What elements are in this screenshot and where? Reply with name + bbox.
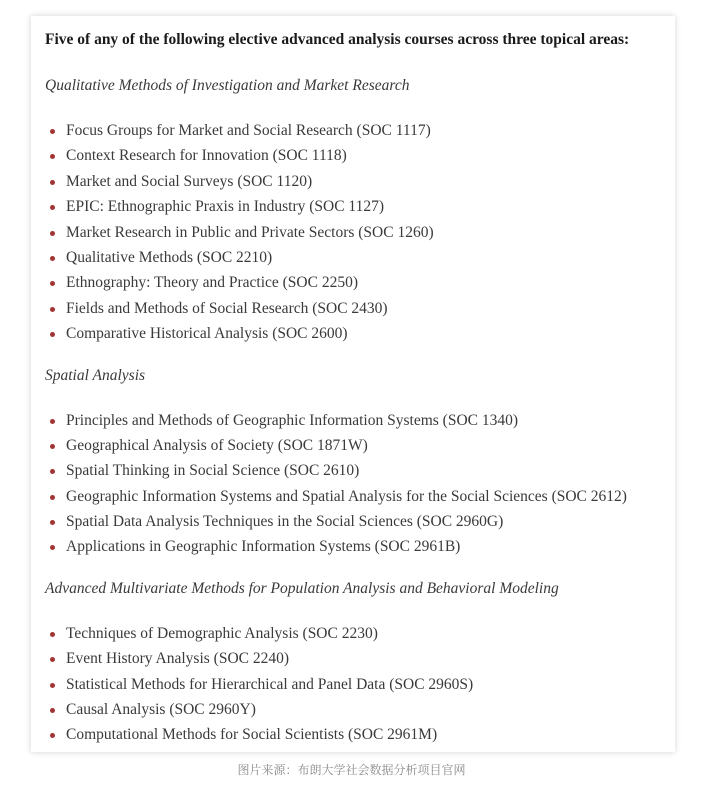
course-item <box>45 194 675 219</box>
course-item <box>45 220 675 245</box>
course-label: Focus Groups for Market and Social Research (SOC 1117) <box>66 122 431 139</box>
course-label: Applications in Geographic Information Systems (SOC 2961B) <box>66 538 461 556</box>
bullet-dot-icon <box>50 154 55 159</box>
course-label: Principles and Methods of Geographic Information Systems (SOC 1340) <box>66 411 519 429</box>
course-item <box>45 433 675 458</box>
course-item <box>45 321 675 346</box>
course-list-multivariate <box>45 621 675 748</box>
bullet-dot-icon <box>50 205 55 210</box>
bullet-dot-icon <box>50 307 55 312</box>
bullet-dot-icon <box>50 683 55 688</box>
course-item <box>45 621 675 646</box>
intro-heading: Five of any of the following elective advanced analysis courses across three topical areas: <box>45 31 630 48</box>
course-label: Geographic Information Systems and Spatial Analysis for the Social Sciences (SOC 2612) <box>66 487 627 505</box>
course-item <box>45 118 675 143</box>
course-item <box>45 509 675 534</box>
bullet-dot-icon <box>50 495 55 500</box>
course-item <box>45 722 675 747</box>
bullet-dot-icon <box>50 632 55 637</box>
bullet-dot-icon <box>50 256 55 261</box>
bullet-dot-icon <box>50 545 55 550</box>
section-title-spatial: Spatial Analysis <box>45 366 146 384</box>
image-source-caption: 图片来源：布朗大学社会数据分析项目官网 <box>237 763 466 777</box>
course-item <box>45 143 675 168</box>
bullet-dot-icon <box>50 281 55 286</box>
course-label: Market Research in Public and Private Sectors (SOC 1260) <box>66 223 434 241</box>
course-item <box>45 296 675 321</box>
bullet-dot-icon <box>50 708 55 713</box>
bullet-dot-icon <box>50 419 55 424</box>
bullet-dot-icon <box>50 444 55 449</box>
course-label: Fields and Methods of Social Research (SOC 2430) <box>66 299 388 317</box>
course-item <box>45 169 675 194</box>
section-title-qualitative: Qualitative Methods of Investigation and Market Research <box>45 77 410 94</box>
course-item <box>45 672 675 697</box>
course-label: Qualitative Methods (SOC 2210) <box>66 248 273 266</box>
course-list-qualitative <box>45 118 675 347</box>
bullet-dot-icon <box>50 332 55 337</box>
bullet-dot-icon <box>50 733 55 738</box>
course-item <box>45 697 675 722</box>
course-item <box>45 270 675 295</box>
course-item <box>45 534 675 559</box>
course-item <box>45 484 675 509</box>
course-item <box>45 408 675 433</box>
section-title-multivariate: Advanced Multivariate Methods for Population Analysis and Behavioral Modeling <box>45 579 559 597</box>
course-label: Geographical Analysis of Society (SOC 1871W) <box>66 436 368 454</box>
course-item <box>45 245 675 270</box>
content-card <box>31 16 675 752</box>
course-item <box>45 458 675 483</box>
course-label: Market and Social Surveys (SOC 1120) <box>66 172 313 190</box>
bullet-dot-icon <box>50 231 55 236</box>
course-label: EPIC: Ethnographic Praxis in Industry (SOC 1127) <box>66 198 385 216</box>
course-label: Causal Analysis (SOC 2960Y) <box>66 701 256 719</box>
bullet-dot-icon <box>50 180 55 185</box>
course-label: Techniques of Demographic Analysis (SOC 2230) <box>66 624 378 642</box>
course-label: Comparative Historical Analysis (SOC 2600) <box>66 325 348 343</box>
bullet-dot-icon <box>50 657 55 662</box>
course-item <box>45 646 675 671</box>
bullet-dot-icon <box>50 129 55 134</box>
course-label: Event History Analysis (SOC 2240) <box>66 650 290 668</box>
course-label: Ethnography: Theory and Practice (SOC 2250) <box>66 274 358 292</box>
bullet-dot-icon <box>50 520 55 525</box>
course-list-spatial <box>45 408 675 560</box>
course-label: Spatial Data Analysis Techniques in the Social Sciences (SOC 2960G) <box>66 513 504 531</box>
bullet-dot-icon <box>50 469 55 474</box>
course-label: Statistical Methods for Hierarchical and Panel Data (SOC 2960S) <box>66 675 474 693</box>
course-label: Spatial Thinking in Social Science (SOC 2610) <box>66 462 360 480</box>
course-label: Context Research for Innovation (SOC 1118) <box>66 147 347 165</box>
course-label: Computational Methods for Social Scientists (SOC 2961M) <box>66 726 438 744</box>
